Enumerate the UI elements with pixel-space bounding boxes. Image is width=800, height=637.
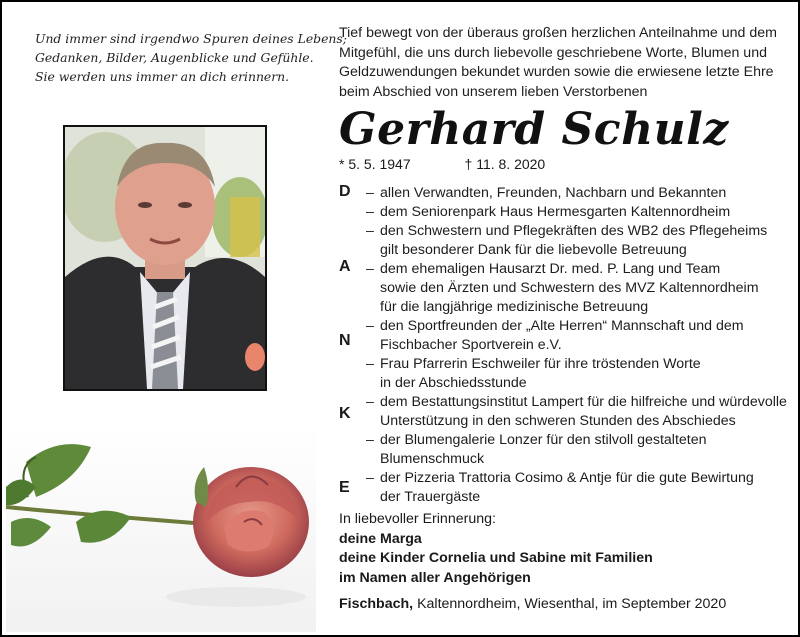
intro-line: Tief bewegt von der überaus großen herzlichen Anteilnahme und dem	[339, 25, 777, 41]
thanks-line: Frau Pfarrerin Eschweiler für ihre tröstenden Worte	[380, 356, 701, 372]
thanks-dash: –	[366, 470, 374, 486]
thanks-dash	[366, 488, 380, 507]
thanks-line: in der Abschiedsstunde	[380, 375, 527, 391]
poem-line: Sie werden uns immer an dich erinnern.	[35, 69, 290, 84]
portrait-photo	[63, 125, 267, 391]
acrostic-letter: K	[339, 405, 351, 422]
life-dates	[339, 155, 545, 173]
thanks-dash: –	[366, 223, 374, 239]
thanks-line: der Trauergäste	[380, 489, 481, 505]
thanks-item	[366, 469, 786, 488]
thanks-line: dem ehemaligen Hausarzt Dr. med. P. Lang und Team	[380, 261, 721, 277]
thanks-line: dem Seniorenpark Haus Hermesgarten Kaltennordheim	[380, 204, 731, 220]
signer-line: deine Marga	[339, 530, 422, 547]
thanks-dash: –	[366, 318, 374, 334]
intro-line: Mitgefühl, die uns durch liebevolle geschriebene Worte, Blumen und	[339, 44, 767, 61]
closing-block	[339, 510, 789, 588]
thanks-item	[366, 488, 786, 507]
acrostic-letter: A	[339, 258, 351, 275]
thanks-dash: –	[366, 394, 374, 410]
thanks-line: sowie den Ärzten und Schwestern des MVZ Kaltennordheim	[380, 280, 759, 296]
signer-line: deine Kinder Cornelia und Sabine mit Familien	[339, 550, 653, 566]
thanks-line: Fischbacher Sportverein e.V.	[380, 337, 562, 353]
thanks-dash: –	[366, 356, 374, 372]
closing-intro: In liebevoller Erinnerung:	[339, 511, 496, 527]
thanks-line: dem Bestattungsinstitut Lampert für die hilfreiche und würdevolle	[380, 394, 787, 410]
thanks-item	[366, 222, 786, 260]
memorial-poem	[35, 29, 347, 86]
thanks-line: Unterstützung in den schweren Stunden des Abschiedes	[380, 413, 736, 429]
rose-illustration	[6, 427, 316, 632]
thanks-dash: –	[366, 204, 374, 220]
portrait-illustration	[65, 127, 265, 389]
thanks-item	[366, 260, 786, 317]
signer-line: im Namen aller Angehörigen	[339, 569, 531, 586]
poem-line: Und immer sind irgendwo Spuren deines Lebens;	[35, 31, 347, 46]
thanks-line: gilt besonderer Dank für die liebevolle Betreuung	[380, 242, 687, 258]
thanks-dash: –	[366, 432, 374, 448]
intro-text	[339, 24, 789, 102]
thanks-item	[366, 184, 786, 203]
thanks-item	[366, 355, 786, 393]
deceased-name: Gerhard Schulz	[339, 104, 729, 155]
thanks-list	[366, 184, 786, 507]
thanks-line: den Sportfreunden der „Alte Herren“ Mannschaft und dem	[380, 318, 744, 334]
place-and-date	[339, 595, 726, 613]
thanks-line: der Blumengalerie Lonzer für den stilvoll gestalteten	[380, 432, 707, 448]
poem-line: Gedanken, Bilder, Augenblicke und Gefühle.	[35, 50, 314, 65]
thanks-line: der Pizzeria Trattoria Cosimo & Antje für die gute Bewirtung	[380, 470, 754, 486]
thanks-item	[366, 393, 786, 431]
birth-date: * 5. 5. 1947	[339, 156, 411, 172]
thanks-item	[366, 431, 786, 469]
thanks-line: den Schwestern und Pflegekräften des WB2 des Pflegeheims	[380, 223, 768, 239]
thanks-line: Blumenschmuck	[380, 451, 485, 467]
acrostic-letter: E	[339, 479, 350, 496]
thanks-item	[366, 317, 786, 355]
place-bold: Fischbach,	[339, 596, 414, 612]
intro-line: Geldzuwendungen bekundet wurden sowie die erwiesene letzte Ehre	[339, 64, 774, 80]
thanks-line: für die langjährige medizinische Betreuung	[380, 299, 649, 315]
thanks-line: allen Verwandten, Freunden, Nachbarn und Bekannten	[380, 185, 727, 201]
place-rest: Kaltennordheim, Wiesenthal, im September 2020	[413, 596, 727, 612]
thanks-dash: –	[366, 185, 374, 201]
acrostic-letter: D	[339, 183, 351, 200]
rose-image	[6, 427, 316, 632]
acrostic-letter: N	[339, 332, 351, 349]
thanks-item	[366, 203, 786, 222]
thanks-dash: –	[366, 261, 374, 277]
intro-line: beim Abschied von unserem lieben Verstorbenen	[339, 83, 648, 100]
death-date: † 11. 8. 2020	[464, 156, 546, 172]
